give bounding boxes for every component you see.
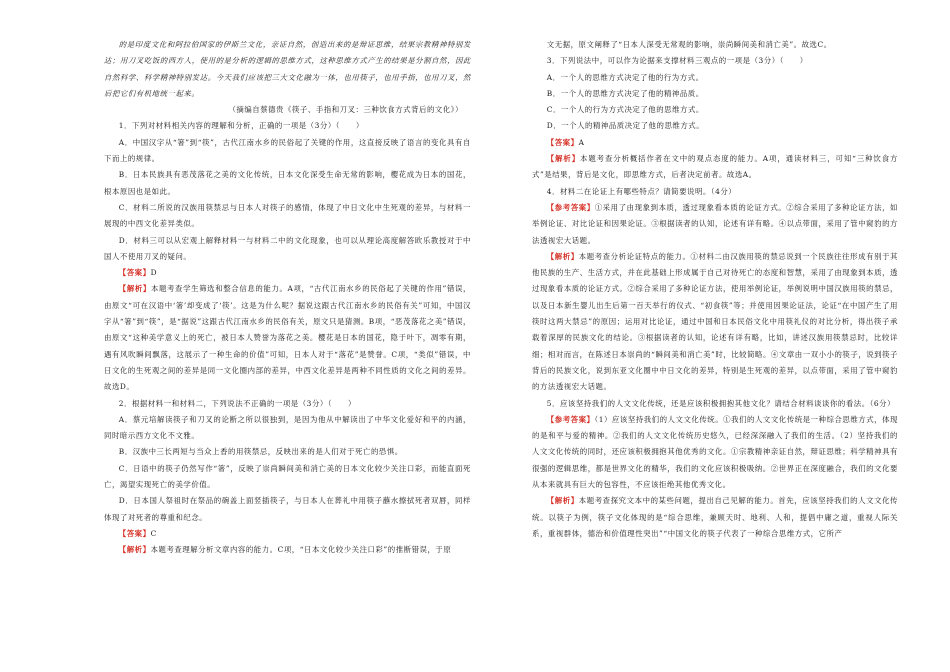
paragraph-text: 本题考查分析概括作者在文中的观点态度的能力。A项，通读材料三，可知“三种饮食方式”是结果，背后是文化，即思维方式，后者决定前者。故选A。 <box>532 154 898 180</box>
right-paragraph <box>532 200 898 249</box>
paragraph-text: （摘编自蔡德贵《筷子、手指和刀叉：三种饮食方式背后的文化》） <box>228 105 463 115</box>
right-paragraph <box>532 151 898 184</box>
answer-tag: 【解析】 <box>546 251 579 261</box>
right-paragraph <box>532 493 898 542</box>
left-paragraph <box>104 396 471 412</box>
paragraph-text: 本题考查理解分析文章内容的能力。C项，“日本文化较少关注口彩”的推断错误，于原 <box>150 545 452 555</box>
left-column <box>104 0 471 672</box>
paragraph-text: 3．下列说法中，可以作为论据来支撑材料三观点的一项是（3分）（ ） <box>546 56 808 66</box>
answer-tag: 【答案】 <box>546 137 579 147</box>
answer-tag: 【答案】 <box>118 268 151 278</box>
paragraph-text: A．中国汉字从“箸”到“筷”，古代江南水乡的民俗起了关键的作用，这直接反映了语言的变化具有自下而上的规律。 <box>104 137 471 164</box>
paragraph-text: D．材料三可以从宏观上解释材料一与材料二中的文化现象，也可以从理论高度解答欧乐教授对于中国人不使用刀叉的疑问。 <box>104 235 471 261</box>
paragraph-text: B．一个人的思维方式决定了他的精神品质。 <box>546 88 704 98</box>
right-paragraph <box>532 249 898 396</box>
left-paragraph <box>104 118 471 134</box>
right-paragraph <box>532 396 898 412</box>
left-paragraph <box>104 281 471 395</box>
right-paragraph <box>532 412 898 493</box>
right-column <box>532 0 898 672</box>
paragraph-text: （1）应该坚持我们的人文文化传统。①我们的人文文化传统是一种综合思维方式，体现的是和平与爱的精神。②我们的人文文化传统历史悠久，已经深深融入了我们的生活。（2）坚持我们的人文文化传统的同时，还应该积极拥抱其他优秀的文化。①宗教精神亲证自然，辩证思维；科学精神具有很强的逻辑思维，都是世界文化的精华，我们的文化应该积极吸纳。②世界正在深度融合，我们的文化要从本来就具有巨大的包容性，不应该拒绝其他优秀文化。 <box>532 414 898 490</box>
answer-tag: 【解析】 <box>118 545 151 555</box>
answer-tag: 【参考答案】 <box>546 202 595 212</box>
left-paragraph <box>104 265 471 281</box>
answer-tag: 【解析】 <box>546 496 579 506</box>
paragraph-text: C．材料二所说的汉族用筷禁忌与日本人对筷子的感情，体现了中日文化中生死观的差异，与材料一展现的中西文化差异类似。 <box>104 202 471 229</box>
right-paragraph <box>532 70 898 86</box>
left-paragraph <box>104 542 471 558</box>
left-paragraph <box>104 412 471 445</box>
left-paragraph <box>104 0 471 102</box>
answer-tag: 【参考答案】 <box>546 414 595 424</box>
paragraph-text: A．一个人的思维方式决定了他的行为方式。 <box>546 72 704 82</box>
paragraph-text: B．汉族中三长两短与当众上香的用筷禁忌，反映出来的是人们对于死亡的恐惧。 <box>118 447 403 457</box>
left-paragraph <box>104 233 471 266</box>
paragraph-text: B．日本民族具有恶茂落花之美的文化传统，日本文化深受生命无常的影响，樱花成为日本的国花，根本原因也是如此。 <box>104 170 471 196</box>
paragraph-text: C．一个人的行为方式决定了他的思维方式。 <box>546 105 704 115</box>
right-paragraph <box>532 184 898 200</box>
left-paragraph <box>104 135 471 168</box>
right-paragraph <box>532 53 898 69</box>
paragraph-text: C．日语中的筷子仍然写作“箸”，反映了崇尚瞬间美和消亡美的日本文化较少关注口彩，而能直面死亡，渴望实现死亡的美学价值。 <box>104 463 471 490</box>
right-paragraph <box>532 118 898 134</box>
right-paragraph <box>532 135 898 151</box>
left-paragraph <box>104 102 471 118</box>
answer-tag: 【答案】 <box>118 528 151 538</box>
paragraph-text: D．日本国人祭祖时在祭品的碗盖上面竖插筷子，与日本人在葬礼中用筷子蘸水擦拭死者双唇，同样体现了对死者的尊重和纪念。 <box>104 496 471 522</box>
paragraph-text: A <box>578 137 585 147</box>
paragraph-text: 4．材料二在论证上有哪些特点？请简要说明。（4分） <box>546 186 737 196</box>
paragraph-text: 的是印度文化和阿拉伯国家的伊斯兰文化，亲证自然，创造出来的是辩证思维，结果宗教精神特别发达；用刀叉吃饭的西方人，使用的是分析的逻辑的思维方式，这种思维方式产生的结果是分割自然，因此自然科学、科学精神特别发达。今天我们应该把三大文化融为一体，也用筷子，也用手指，也用刀叉，然后把它们有机地统一起来。 <box>104 40 471 98</box>
left-paragraph <box>104 493 471 526</box>
paragraph-text: A．蔡元培解读筷子和刀叉的论断之所以很独到，是因为他从中解读出了中华文化爱好和平的内涵，同时暗示西方文化不文雅。 <box>104 414 471 441</box>
left-paragraph <box>104 200 471 233</box>
right-paragraph <box>532 86 898 102</box>
paragraph-text: 本题考查探究文本中的某些问题，提出自己见解的能力。首先，应该坚持我们的人文文化传统。以筷子为例，筷子文化体现的是“综合思维，兼顾天时、地利、人和，提倡中庸之道，重视人际关系，重视群体，德治和价值理性突出”“中国文化的筷子代表了一种综合思维方式，它所产 <box>532 496 898 538</box>
right-paragraph <box>532 102 898 118</box>
left-paragraph <box>104 461 471 494</box>
answer-tag: 【解析】 <box>546 154 581 164</box>
paragraph-text: ①采用了由现象到本质，透过现象看本质的论证方式。②综合采用了多种论证方法，如举例论证、对比论证和因果论证。③根据读者的认知，论述有详有略。④以点带面，采用了管中窥豹的方法透视宏大话题。 <box>532 202 898 245</box>
paragraph-text: 5．应该坚持我们的人文文化传统，还是应该积极拥抱其他文化？请结合材料谈谈你的看法。（6分） <box>546 398 896 408</box>
paragraph-text: 本题考查分析论证特点的能力。①材料二由汉族用筷的禁忌说到一个民族往往形成有别于其他民族的生产、生活方式，并在此基础上形成属于自己对待死亡的态度和智慧，采用了由现象到本质，透过现象看本质的论证方式。②综合采用了多种论证方法，使用举例论证，举例说明中国汉族用筷的禁忌，以及日本新生婴儿出生后第一百天举行的仪式、“初食筷”等；并使用因果论证法，论证“在中国产生了用筷时这两大禁忌”的原因；运用对比论证，通过中国和日本民俗文化中用筷礼仪的对比分析，得出筷子承载着深厚的民族文化的结论。③根据读者的认知，论述有详有略，比如，讲述汉族用筷禁忌时，比较详细；相对而言，在陈述日本崇尚的“瞬间美和消亡美”时，比较简略。④文章由一双小小的筷子，说到筷子背后的民族文化，说到东亚文化圈中中日文化的差异，特别是生死观的差异，以点带面，采用了管中窥豹的方法透视宏大话题。 <box>532 251 898 392</box>
right-paragraph <box>532 0 898 53</box>
left-paragraph <box>104 167 471 200</box>
left-paragraph <box>104 526 471 542</box>
paragraph-text: D．一个人的精神品质决定了他的思维方式。 <box>546 121 705 131</box>
paragraph-text: C <box>150 528 157 538</box>
paragraph-text: 文无据，原文阐释了“日本人深受无常观的影响，崇尚瞬间美和消亡美”。故选C。 <box>546 40 832 49</box>
left-paragraph <box>104 444 471 460</box>
paragraph-text: D <box>150 268 158 278</box>
paragraph-text: 1．下列对材料相关内容的理解和分析，正确的一项是（3分）（ ） <box>118 121 364 131</box>
paragraph-text: 2．根据材料一和材料二，下列说法不正确的一项是（3分）（ ） <box>118 398 356 408</box>
paragraph-text: 本题考查学生筛选和整合信息的能力。A项，“古代江南水乡的民俗起了关键的作用”错误，由原文“可在汉语中‘箸’却变成了‘筷’。这是为什么呢？据说这跟古代江南水乡的民俗有关”可知，中国汉字从“箸”到“筷”，是“据说”这跟古代江南水乡的民俗有关，原文只是猜测。B项，“恶茂落花之美”错误，由原文“这种美学意义上的死亡，被日本人赞誉为落花之美。樱花是日本的国花，隐于叶下，凋零有期，遇有风吹瞬间飘落，这展示了一种生命的价值”可知，日本人对于“落花”是赞誉。C项，“类似”错误，中日文化的生死观之间的差异是同一文化圈内部的差异，中西文化差异是两种不同性质的文化之间的差异。故选D。 <box>104 284 471 392</box>
answer-tag: 【解析】 <box>118 284 151 294</box>
